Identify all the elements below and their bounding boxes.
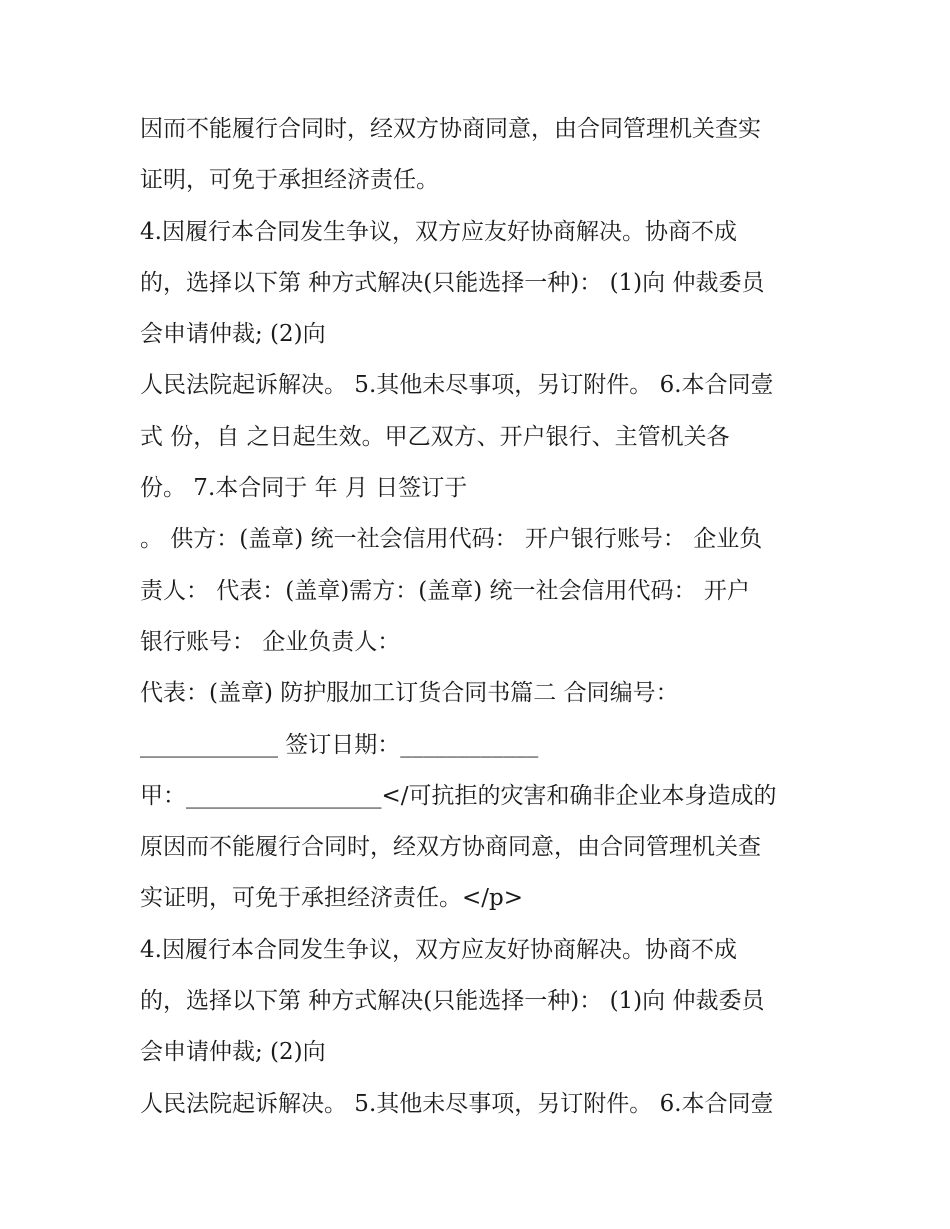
signature-blank-line: ____________ 签订日期：____________ [140,731,539,758]
text-line: 会申请仲裁; (2)向 [140,1039,326,1066]
text-line: 责人： 代表：(盖章)需方：(盖章) 统一社会信用代码： 开户 [140,577,750,604]
document-body [140,104,830,1130]
text-line: 4.因履行本合同发生争议，双方应友好协商解决。协商不成 [140,936,737,963]
text-line: 的，选择以下第 种方式解决(只能选择一种)： (1)向 仲裁委员 [140,269,765,296]
text-line: 因而不能履行合同时，经双方协商同意，由合同管理机关查实 [140,116,761,142]
text-line: 4.因履行本合同发生争议，双方应友好协商解决。协商不成 [140,218,737,245]
text-line: 人民法院起诉解决。 5.其他未尽事项，另订附件。 6.本合同壹 [140,372,774,399]
text-line: 式 份，自 之日起生效。甲乙双方、开户银行、主管机关各 [140,423,730,450]
text-line: 甲：_________________</可抗拒的灾害和确非企业本身造成的 [140,782,777,809]
text-line: 证明，可免于承担经济责任。 [140,167,439,194]
text-line: 份。 7.本合同于 年 月 日签订于 [140,475,468,502]
text-line: 银行账号： 企业负责人： [140,628,401,655]
text-line: 人民法院起诉解决。 5.其他未尽事项，另订附件。 6.本合同壹 [140,1090,774,1117]
text-line: 。 供方：(盖章) 统一社会信用代码： 开户银行账号： 企业负 [140,526,763,553]
text-line: 的，选择以下第 种方式解决(只能选择一种)： (1)向 仲裁委员 [140,988,765,1015]
text-line: 原因而不能履行合同时，经双方协商同意，由合同管理机关查 [140,834,761,861]
text-line: 代表：(盖章) 防护服加工订货合同书篇二 合同编号： [140,680,679,707]
text-line: 实证明，可免于承担经济责任。</p> [140,885,524,912]
text-line: 会申请仲裁; (2)向 [140,321,326,348]
